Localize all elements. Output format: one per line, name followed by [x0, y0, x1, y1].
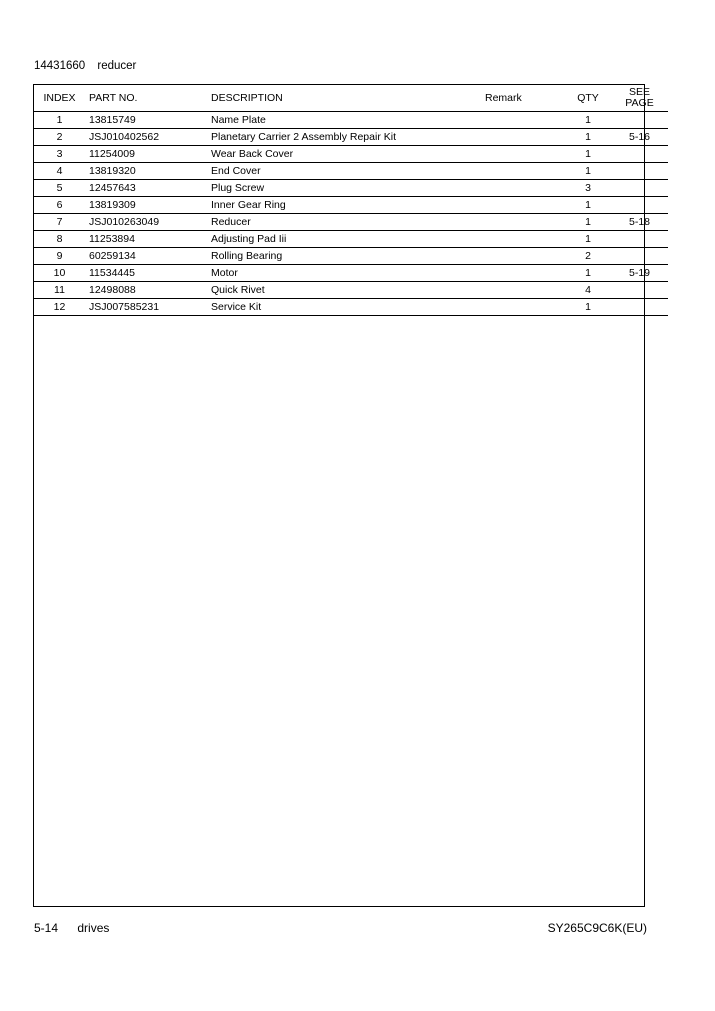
see-page-line-1: SEE	[628, 86, 650, 98]
see-page-line-2: PAGE	[625, 97, 654, 109]
cell-remark	[483, 146, 565, 163]
cell-remark	[483, 231, 565, 248]
page-number: 5-14	[34, 921, 59, 935]
cell-description: Service Kit	[209, 299, 483, 316]
cell-part-no: 13815749	[85, 112, 209, 129]
assembly-number: 14431660	[34, 60, 86, 72]
cell-index: 4	[34, 163, 85, 180]
column-header-description: DESCRIPTION	[209, 85, 483, 112]
cell-remark	[483, 197, 565, 214]
cell-index: 8	[34, 231, 85, 248]
cell-index: 3	[34, 146, 85, 163]
document-header	[34, 60, 136, 72]
cell-index: 1	[34, 112, 85, 129]
column-header-remark: Remark	[483, 85, 565, 112]
cell-remark	[483, 112, 565, 129]
cell-description: Quick Rivet	[209, 282, 483, 299]
model-number: SY265C9C6K(EU)	[547, 921, 647, 935]
table-row	[34, 180, 668, 197]
column-header-part-no: PART NO.	[85, 85, 209, 112]
table-row	[34, 231, 668, 248]
cell-see-page	[611, 163, 668, 180]
cell-see-page	[611, 282, 668, 299]
table-row	[34, 248, 668, 265]
cell-description: Planetary Carrier 2 Assembly Repair Kit	[209, 129, 483, 146]
cell-part-no: JSJ010263049	[85, 214, 209, 231]
cell-qty: 1	[565, 265, 611, 282]
cell-qty: 1	[565, 231, 611, 248]
assembly-name: reducer	[97, 60, 137, 72]
cell-description: Inner Gear Ring	[209, 197, 483, 214]
cell-see-page: 5-18	[611, 214, 668, 231]
table-row	[34, 197, 668, 214]
cell-index: 7	[34, 214, 85, 231]
cell-index: 9	[34, 248, 85, 265]
cell-index: 5	[34, 180, 85, 197]
cell-remark	[483, 163, 565, 180]
cell-qty: 1	[565, 214, 611, 231]
cell-see-page	[611, 197, 668, 214]
cell-see-page: 5-16	[611, 129, 668, 146]
cell-index: 2	[34, 129, 85, 146]
cell-description: Reducer	[209, 214, 483, 231]
cell-description: Wear Back Cover	[209, 146, 483, 163]
table-row	[34, 146, 668, 163]
cell-index: 11	[34, 282, 85, 299]
cell-part-no: 11254009	[85, 146, 209, 163]
cell-part-no: 13819320	[85, 163, 209, 180]
section-name: drives	[77, 921, 110, 935]
cell-see-page	[611, 248, 668, 265]
cell-remark	[483, 214, 565, 231]
cell-see-page: 5-19	[611, 265, 668, 282]
cell-qty: 1	[565, 163, 611, 180]
cell-qty: 1	[565, 299, 611, 316]
cell-index: 12	[34, 299, 85, 316]
column-header-see-page	[611, 85, 668, 112]
cell-remark	[483, 248, 565, 265]
cell-description: Motor	[209, 265, 483, 282]
cell-description: Rolling Bearing	[209, 248, 483, 265]
cell-index: 10	[34, 265, 85, 282]
cell-part-no: JSJ010402562	[85, 129, 209, 146]
cell-qty: 3	[565, 180, 611, 197]
table-row	[34, 265, 668, 282]
cell-description: Plug Screw	[209, 180, 483, 197]
cell-see-page	[611, 146, 668, 163]
cell-qty: 1	[565, 197, 611, 214]
cell-remark	[483, 299, 565, 316]
cell-part-no: 60259134	[85, 248, 209, 265]
footer-left	[34, 921, 109, 935]
cell-qty: 4	[565, 282, 611, 299]
cell-part-no: 12457643	[85, 180, 209, 197]
cell-part-no: 13819309	[85, 197, 209, 214]
cell-see-page	[611, 231, 668, 248]
cell-part-no: 11253894	[85, 231, 209, 248]
cell-remark	[483, 129, 565, 146]
cell-remark	[483, 265, 565, 282]
cell-remark	[483, 282, 565, 299]
cell-qty: 2	[565, 248, 611, 265]
column-header-qty: QTY	[565, 85, 611, 112]
parts-table	[34, 85, 668, 316]
cell-description: Name Plate	[209, 112, 483, 129]
cell-part-no: 11534445	[85, 265, 209, 282]
parts-list-frame	[33, 84, 654, 907]
cell-part-no: 12498088	[85, 282, 209, 299]
table-row	[34, 282, 668, 299]
table-row	[34, 163, 668, 180]
parts-table-body	[34, 112, 668, 316]
cell-qty: 1	[565, 129, 611, 146]
cell-description: Adjusting Pad Iii	[209, 231, 483, 248]
table-row	[34, 112, 668, 129]
cell-qty: 1	[565, 112, 611, 129]
cell-part-no: JSJ007585231	[85, 299, 209, 316]
cell-see-page	[611, 299, 668, 316]
column-header-index: INDEX	[34, 85, 85, 112]
table-row	[34, 214, 668, 231]
table-row	[34, 129, 668, 146]
cell-qty: 1	[565, 146, 611, 163]
cell-see-page	[611, 112, 668, 129]
cell-description: End Cover	[209, 163, 483, 180]
table-row	[34, 299, 668, 316]
cell-remark	[483, 180, 565, 197]
table-header-row	[34, 85, 668, 112]
cell-see-page	[611, 180, 668, 197]
cell-index: 6	[34, 197, 85, 214]
